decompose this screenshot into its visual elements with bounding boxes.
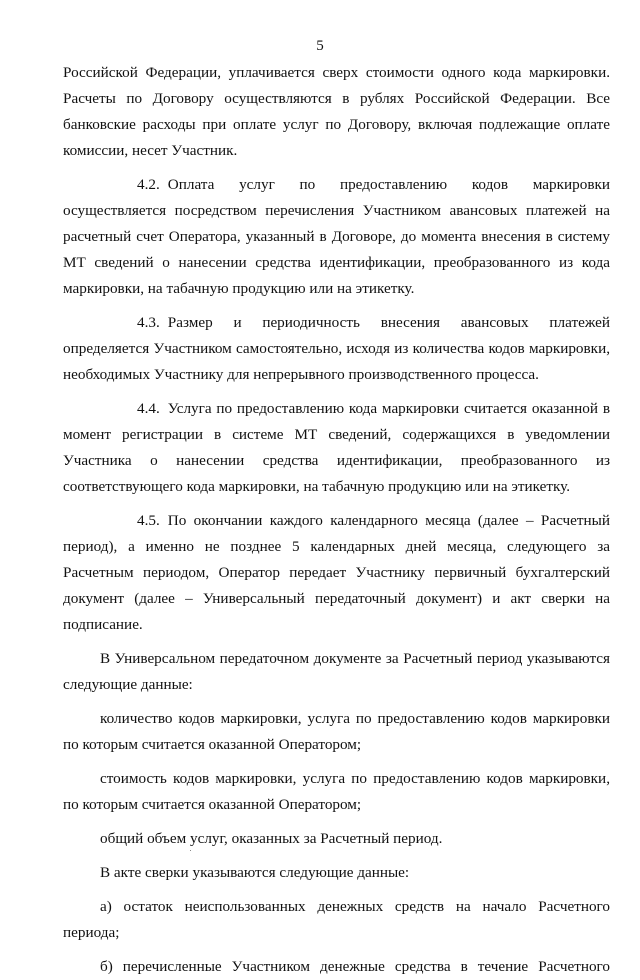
paragraph-text: общий объем услуг, оказанных за Расчетный период. [100, 830, 443, 847]
paragraph-text: а) остаток неиспользованных денежных средств на начало Расчетного периода; [63, 898, 610, 941]
page-number: 5 [316, 38, 324, 54]
clause-text: По окончании каждого календарного месяца (далее – Расчетный период), а именно не позднее 5 календарных дней месяца, следующего за Расчетным периодом, Оператор передает Участнику первичный бухгалтерский документ (далее – Универсальный передаточный документ) и акт сверки на подписание. [63, 512, 610, 633]
paragraph-text: количество кодов маркировки, услуга по предоставлению кодов маркировки по которым считается оказанной Оператором; [63, 710, 610, 753]
paragraph-text: В Универсальном передаточном документе за Расчетный период указываются следующие данные: [63, 650, 610, 693]
paragraph-text: стоимость кодов маркировки, услуга по предоставлению кодов маркировки, по которым считается оказанной Оператором; [63, 770, 610, 813]
upd-item-cost [63, 766, 610, 818]
clause-4-5 [63, 508, 610, 638]
clause-4-4 [63, 396, 610, 500]
clause-text: Размер и периодичность внесения авансовых платежей определяется Участником самостоятельно, исходя из количества кодов маркировки, необходимых Участнику для непрерывного производственного процесса. [63, 314, 610, 383]
paragraph-text: В акте сверки указываются следующие данные: [100, 864, 410, 881]
upd-intro-paragraph [63, 646, 610, 698]
clause-number: 4.3. [137, 314, 160, 331]
clause-text: Оплата услуг по предоставлению кодов маркировки осуществляется посредством перечисления Участником авансовых платежей на расчетный счет Оператора, указанный в Договоре, до момента внесения в систему МТ сведений о нанесении средства идентификации, преобразованного из кода маркировки, на табачную продукцию или на этикетку. [63, 176, 610, 297]
paragraph-text: Российской Федерации, уплачивается сверх стоимости одного кода маркировки. Расчеты по Договору осуществляются в рублях Российской Федерации. Все банковские расходы при оплате услуг по Договору, включая подлежащие оплате комиссии, несет Участник. [63, 64, 610, 159]
paragraph-text: б) перечисленные Участником денежные средства в течение Расчетного [100, 958, 610, 975]
clause-text: Услуга по предоставлению кода маркировки считается оказанной в момент регистрации в системе МТ сведений, содержащихся в уведомлении Участника о нанесении средства идентификации, преобразованного из соответствующего кода маркировки, на табачную продукцию или на этикетку. [63, 400, 610, 495]
clause-number: 4.5. [137, 512, 160, 529]
scan-speck [190, 850, 191, 851]
clause-4-2 [63, 172, 610, 302]
upd-item-quantity [63, 706, 610, 758]
upd-item-total [63, 826, 610, 852]
document-body [63, 60, 610, 980]
reconciliation-item-b [63, 954, 610, 980]
reconciliation-item-a [63, 894, 610, 946]
clause-number: 4.4. [137, 400, 160, 417]
clause-number: 4.2. [137, 176, 160, 193]
paragraph-continuation [63, 60, 610, 164]
clause-4-3 [63, 310, 610, 388]
reconciliation-intro [63, 860, 610, 886]
